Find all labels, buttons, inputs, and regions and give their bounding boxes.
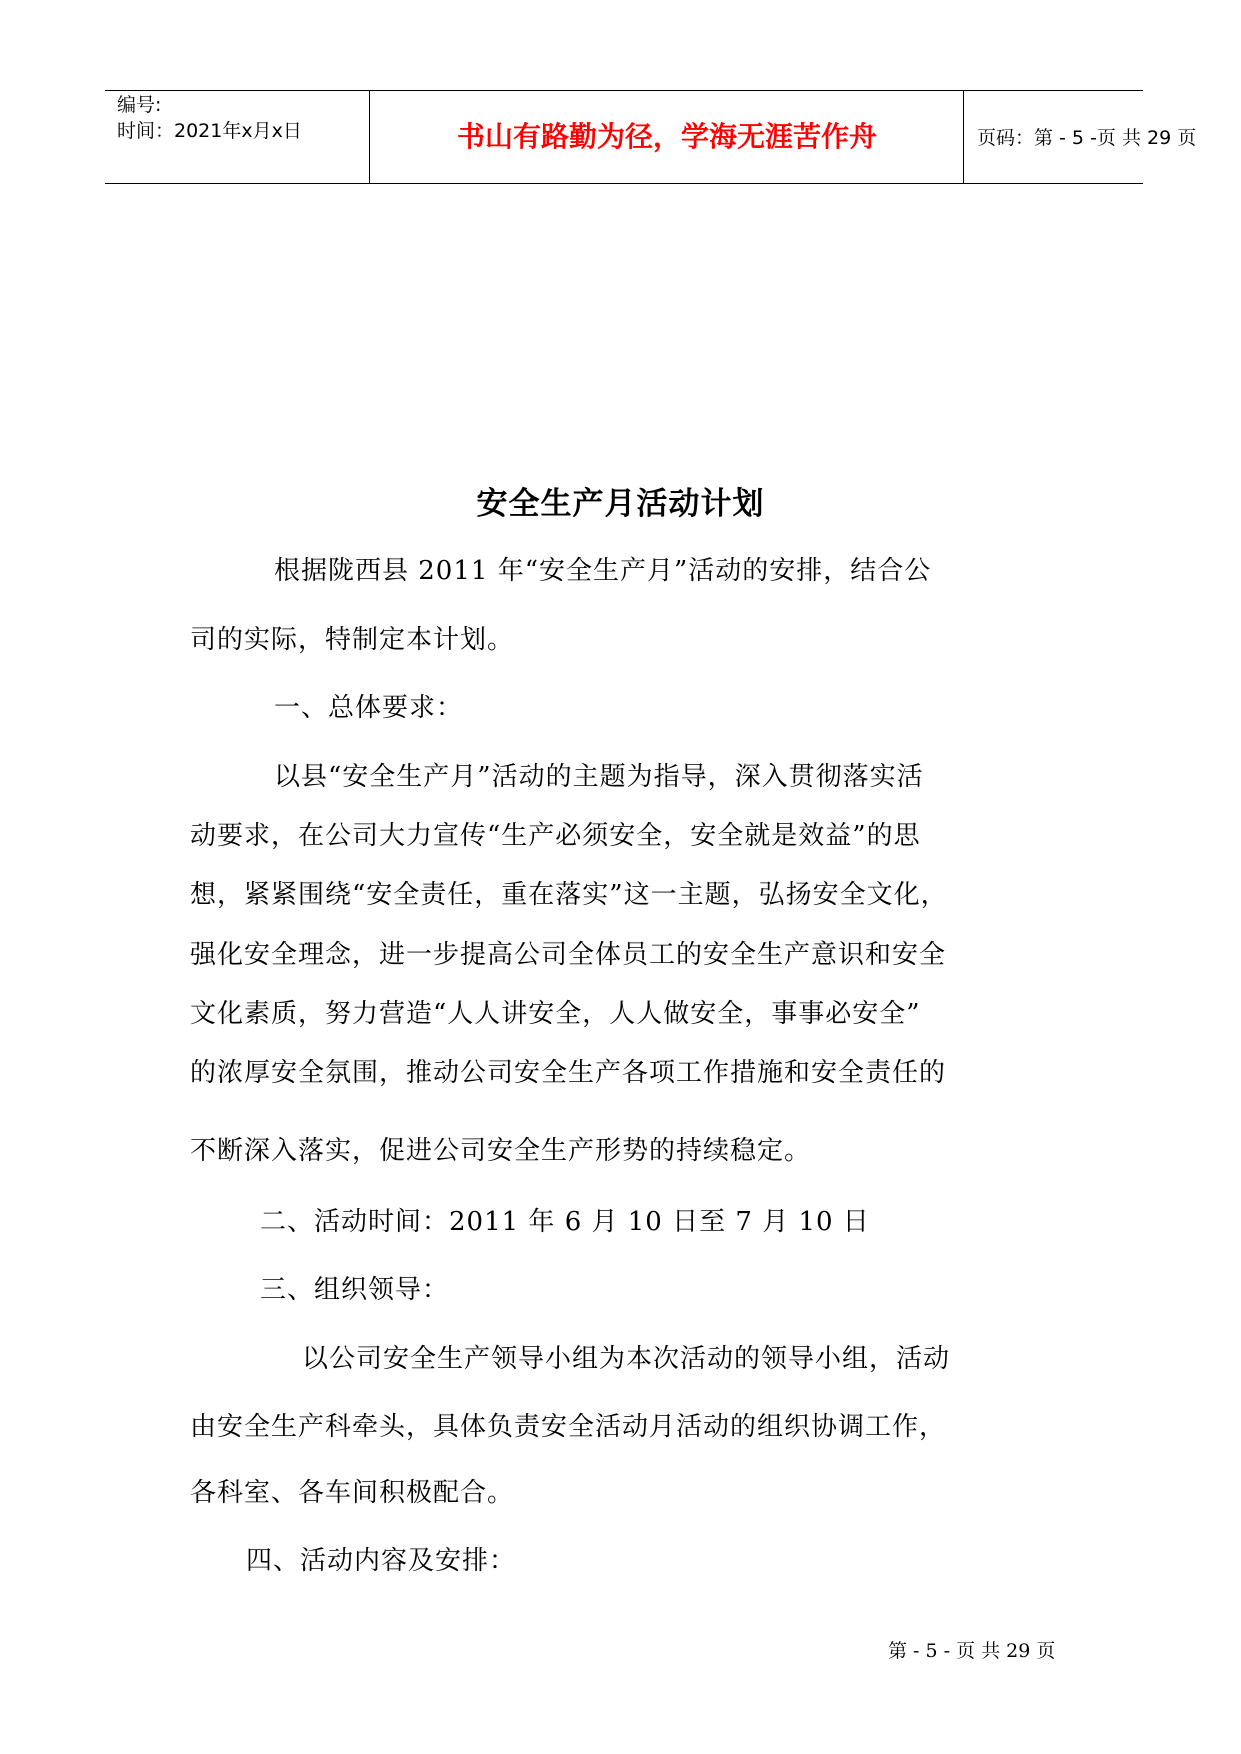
body-line: 文化素质，努力营造“人人讲安全，人人做安全，事事必安全” [190,999,921,1029]
serial-label: 编号: [117,94,162,116]
page-footer: 第 - 5 - 页 共 29 页 [888,1640,1056,1662]
section-heading: 三、组织领导： [260,1275,450,1305]
body-line: 根据陇西县 2011 年“安全生产月”活动的安排，结合公 [274,556,932,586]
body-line: 的浓厚安全氛围，推动公司安全生产各项工作措施和安全责任的 [190,1058,947,1088]
motto-text: 书山有路勤为径，学海无涯苦作舟 [456,120,877,153]
header-meta-cell [105,91,370,183]
section-heading: 二、活动时间：2011 年 6 月 10 日至 7 月 10 日 [260,1207,870,1237]
header-table [105,90,1197,184]
body-line: 不断深入落实，促进公司安全生产形势的持续稳定。 [190,1136,812,1166]
section-heading: 四、活动内容及安排： [246,1546,517,1576]
body-line: 强化安全理念，进一步提高公司全体员工的安全生产意识和安全 [190,940,947,970]
section-heading: 一、总体要求： [274,693,464,723]
body-line: 想，紧紧围绕“安全责任，重在落实”这一主题，弘扬安全文化， [190,880,948,910]
document-title: 安全生产月活动计划 [476,486,765,522]
body-line: 动要求，在公司大力宣传“生产必须安全，安全就是效益”的思 [190,821,921,851]
body-line: 以公司安全生产领导小组为本次活动的领导小组，活动 [302,1344,951,1374]
header-motto-cell [371,91,964,183]
body-line: 司的实际，特制定本计划。 [190,625,515,655]
page-code: 页码：第 - 5 -页 共 29 页 [977,127,1197,149]
body-line: 以县“安全生产月”活动的主题为指导，深入贯彻落实活 [274,762,924,792]
time-label: 时间：2021年x月x日 [117,120,302,142]
body-line: 各科室、各车间积极配合。 [190,1478,515,1508]
header-page-cell [965,91,1197,183]
body-line: 由安全生产科牵头，具体负责安全活动月活动的组织协调工作， [190,1412,947,1442]
